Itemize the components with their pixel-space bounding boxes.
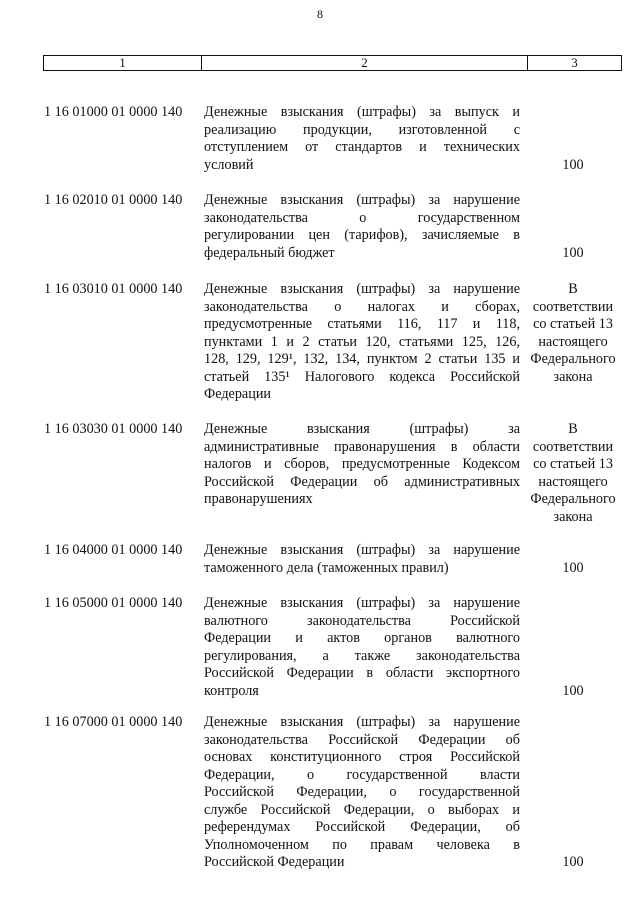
description-line: Российской Федерации, о государственной (204, 784, 520, 800)
amount-line (523, 648, 623, 666)
income-description (204, 714, 520, 872)
description-line: правонарушениях (204, 491, 313, 507)
income-description (204, 192, 520, 262)
allocation-standard (523, 421, 623, 526)
description-line: Денежные взыскания (штрафы) за выпуск и (204, 104, 520, 120)
amount-line: 100 (562, 854, 584, 870)
amount-line: соответствии (532, 438, 614, 455)
description-line: законодательства о государственном (204, 209, 520, 226)
amount-line (523, 595, 623, 613)
allocation-standard (523, 595, 623, 700)
amount-line: Федерального (530, 491, 616, 507)
budget-code: 1 16 02010 01 0000 140 (44, 192, 183, 208)
description-line: условий (204, 156, 254, 173)
budget-code: 1 16 01000 01 0000 140 (44, 104, 183, 120)
allocation-standard (523, 714, 623, 872)
amount-line: В (568, 281, 578, 297)
description-line: Федерации и актов органов валютного (204, 630, 520, 646)
budget-code: 1 16 04000 01 0000 140 (44, 542, 183, 558)
amount-line (523, 802, 623, 820)
amount-line (523, 122, 623, 140)
description-line: предусмотренные статьями 116, 117 и 118, (204, 316, 520, 332)
description-line: Уполномоченном по правам человека в (204, 836, 520, 853)
description-line: Денежные взыскания (штрафы) за нарушение (204, 714, 520, 730)
description-line: Российской Федерации об административных (204, 473, 520, 490)
amount-line: со статьей 13 (533, 456, 613, 472)
amount-line (523, 819, 623, 837)
description-line: федеральный бюджет (204, 244, 335, 261)
amount-line (523, 665, 623, 683)
description-line: референдумах Российской Федерации, об (204, 819, 520, 835)
description-line: валютного законодательства Российской (204, 612, 520, 629)
description-line: Федерации, о государственной власти (204, 766, 520, 783)
description-line: Денежные взыскания (штрафы) за нарушение (204, 595, 520, 611)
allocation-standard (523, 104, 623, 174)
amount-line (523, 630, 623, 648)
amount-line (523, 104, 623, 122)
description-line: реализацию продукции, изготовленной с (204, 121, 520, 138)
amount-line (523, 542, 623, 560)
amount-line (523, 714, 623, 732)
allocation-standard (523, 281, 623, 386)
description-line: Денежные взыскания (штрафы) за нарушение (204, 192, 520, 208)
description-line: Денежные взыскания (штрафы) за нарушение (204, 281, 520, 297)
income-description (204, 281, 520, 404)
income-description (204, 104, 520, 174)
description-line: законодательства о налогах и сборах, (204, 298, 520, 315)
description-line: административные правонарушения в области (204, 438, 520, 455)
amount-line (523, 139, 623, 157)
budget-code: 1 16 03030 01 0000 140 (44, 421, 183, 437)
page-number: 8 (317, 7, 323, 21)
description-line: статьей 135¹ Налогового кодекса Российской (204, 368, 520, 385)
income-description (204, 595, 520, 700)
amount-line (523, 732, 623, 750)
amount-line: В (568, 421, 578, 437)
amount-line: соответствии (532, 298, 614, 315)
income-description (204, 542, 520, 577)
allocation-standard (523, 192, 623, 262)
amount-line: 100 (562, 682, 584, 699)
amount-line (523, 837, 623, 855)
description-line: Российской Федерации (204, 854, 345, 870)
amount-line: 100 (562, 156, 584, 173)
description-line: Денежные взыскания (штрафы) за (204, 421, 520, 437)
description-line: 128, 129, 129¹, 132, 134, пунктом 2 статьи 135 и (204, 351, 520, 367)
description-line: отступлением от стандартов и технических (204, 139, 520, 155)
description-line: Федерации (204, 386, 272, 402)
column-header-3: 3 (571, 55, 578, 70)
amount-line (523, 192, 623, 210)
amount-line (523, 227, 623, 245)
amount-line (523, 784, 623, 802)
budget-code: 1 16 05000 01 0000 140 (44, 595, 183, 611)
amount-line: со статьей 13 (533, 316, 613, 332)
description-line: службе Российской Федерации, о выборах и (204, 801, 520, 818)
amount-line: закона (553, 508, 593, 525)
column-header-row (43, 55, 622, 71)
allocation-standard (523, 542, 623, 577)
budget-code: 1 16 07000 01 0000 140 (44, 714, 183, 730)
amount-line: настоящего (538, 333, 608, 350)
description-line: таможенного дела (таможенных правил) (204, 559, 449, 576)
column-header-2: 2 (202, 56, 528, 70)
description-line: регулирования, а также законодательства (204, 647, 520, 664)
amount-line: закона (553, 368, 593, 385)
description-line: контроля (204, 682, 259, 699)
description-line: Денежные взыскания (штрафы) за нарушение (204, 542, 520, 558)
amount-line: 100 (562, 559, 584, 576)
description-line: Российской Федерации в области экспортного (204, 665, 520, 681)
amount-line (523, 613, 623, 631)
description-line: законодательства Российской Федерации об (204, 731, 520, 748)
amount-line: 100 (562, 244, 584, 261)
description-line: пунктами 1 и 2 статьи 120, статьями 125, 126, (204, 333, 520, 350)
amount-line (523, 767, 623, 785)
description-line: основах конституционного строя Российской (204, 749, 520, 765)
amount-line: настоящего (538, 473, 608, 490)
budget-code: 1 16 03010 01 0000 140 (44, 281, 183, 297)
amount-line (523, 749, 623, 767)
column-header-1: 1 (44, 56, 202, 70)
amount-line (523, 210, 623, 228)
amount-line: Федерального (530, 351, 616, 367)
description-line: налогов и сборов, предусмотренные Кодексом (204, 456, 520, 472)
description-line: регулировании цен (тарифов), зачисляемые в (204, 227, 520, 243)
income-description (204, 421, 520, 509)
